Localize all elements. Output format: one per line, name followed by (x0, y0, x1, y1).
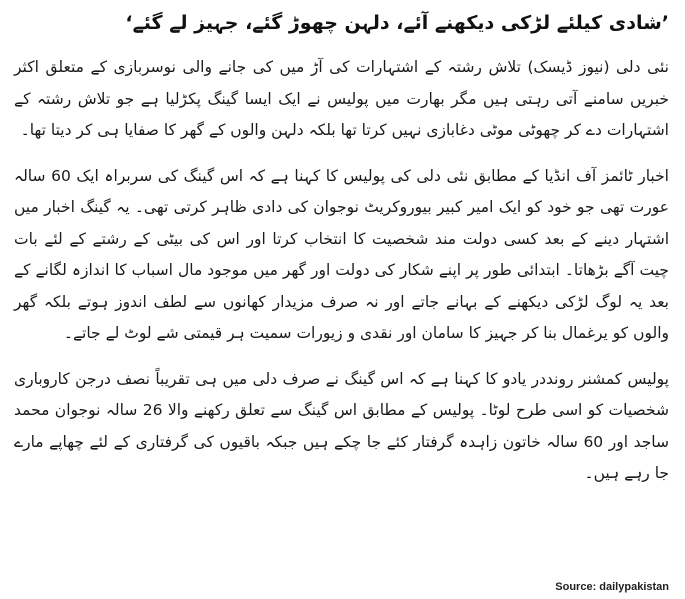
article-paragraph-1: نئی دلی (نیوز ڈیسک) تلاش رشتہ کے اشتہارات کی آڑ میں کی جانے والی نوسربازی کے متعلق اکثر خبریں سامنے آتی رہتی ہیں مگر بھارت میں پولیس نے ایک ایسا گینگ پکڑلیا ہے جو تلاش رشتہ کے اشتہارات دے کر چھوٹی موٹی دغابازی نہیں کرتا تھا بلکہ دلہن والوں کے گھر کا صفایا ہی کر دیتا تھا۔ (14, 58, 669, 139)
article-headline: ’شادی کیلئے لڑکی دیکھنے آئے، دلہن چھوڑ گئے، جہیز لے گئے‘ (125, 12, 669, 34)
source-credit: Source: dailypakistan (555, 581, 669, 593)
article-paragraph-2: اخبار ٹائمز آف انڈیا کے مطابق نئی دلی کی پولیس کا کہنا ہے کہ اس گینگ کی سربراہ ایک 60 سالہ عورت تھی جو خود کو ایک امیر کبیر بیوروکریٹ نوجوان کی دادی ظاہر کرتی تھی۔ یہ گینگ اخبار میں اشتہار دینے کے بعد کسی دولت مند شخصیت کا انتخاب کرتا اور اس کی بیٹی کے رشتے کے لئے بات چیت آگے بڑھاتا۔ ابتدائی طور پر اپنے شکار کی دولت اور گھر میں موجود مال اسباب کا اندازہ لگانے کے بعد یہ لوگ لڑکی دیکھنے کے بہانے جاتے اور نہ صرف مزیدار کھانوں سے لطف اندوز ہوتے بلکہ گھر والوں کو یرغمال بنا کر جہیز کا سامان اور نقدی و زیورات سمیت ہر قیمتی شے لوٹ لے جاتے۔ (14, 166, 669, 342)
article-paragraph-3: پولیس کمشنر رونددر یادو کا کہنا ہے کہ اس گینگ نے صرف دلی میں ہی تقریباً نصف درجن کاروباری شخصیات کو اسی طرح لوٹا۔ پولیس کے مطابق اس گینگ سے تعلق رکھنے والا 26 سالہ نوجوان محمد ساجد اور 60 سالہ خاتون زاہدہ گرفتار کئے جا چکے ہیں جبکہ باقیوں کی گرفتاری کے لئے چھاپے مارے جا رہے ہیں۔ (14, 369, 669, 482)
